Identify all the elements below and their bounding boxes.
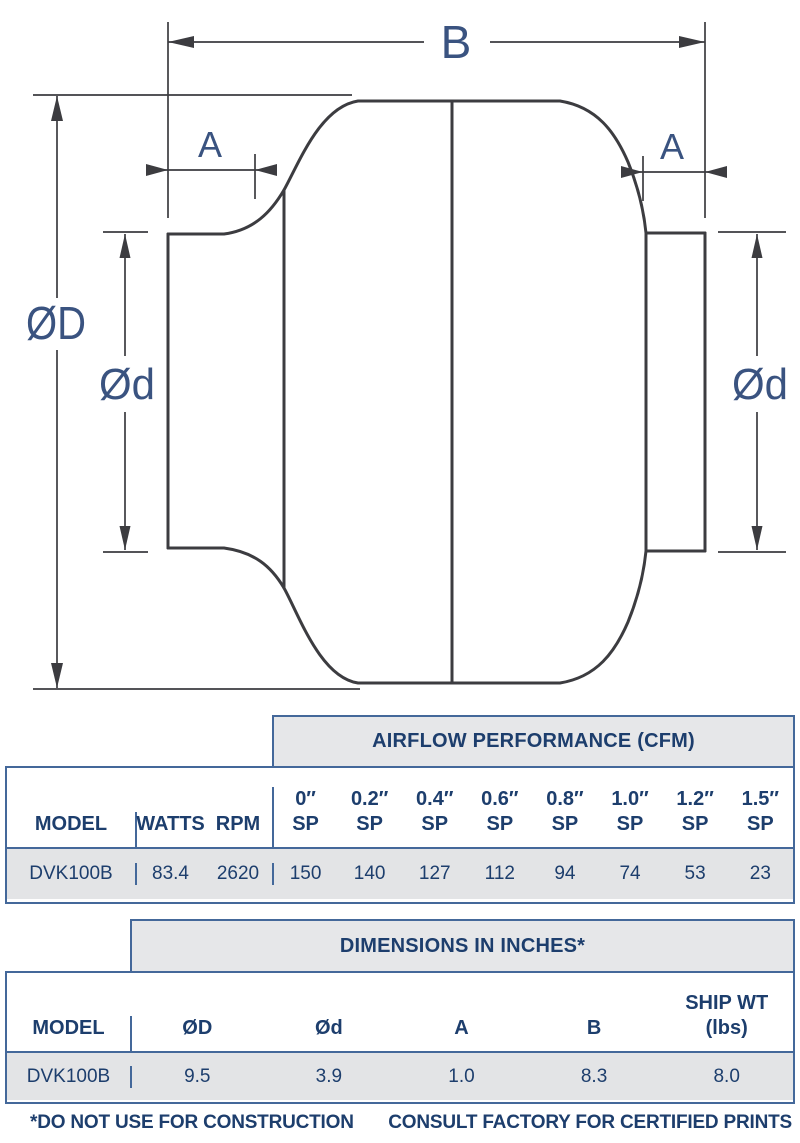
airflow-header-sp-3-unit: SP (486, 812, 514, 835)
airflow-header-sp-0-value: 0″ (295, 788, 316, 811)
dimensions-row-b-cell (528, 1066, 661, 1088)
airflow-header-watts-cell (135, 812, 204, 847)
airflow-row-cfm-5-cell (597, 863, 662, 885)
dimensions-row-od-small-cell (263, 1066, 396, 1088)
dimensions-header-a: A (454, 1016, 469, 1039)
dimensions-table-data-row (7, 1051, 793, 1100)
dimension-label-od-small-left: Ød (99, 360, 155, 409)
airflow-row-cfm-3: 112 (484, 863, 515, 884)
dimensions-header-model-cell (7, 1016, 130, 1051)
airflow-row-cfm-7: 23 (749, 863, 771, 884)
airflow-header-sp-7-cell (728, 787, 793, 847)
airflow-header-sp-0-unit: SP (292, 812, 319, 835)
dimensions-row-shipwt-cell (660, 1066, 793, 1088)
airflow-header-sp-1-unit: SP (356, 812, 383, 835)
dimensions-header-shipwt-cell (660, 991, 793, 1051)
od-small-right-arrow-bottom-icon (752, 526, 763, 550)
airflow-row-cfm-0: 150 (289, 863, 322, 884)
airflow-row-cfm-5: 74 (619, 863, 641, 884)
airflow-header-sp-5-cell (597, 787, 662, 847)
airflow-table-title-band (272, 715, 795, 768)
airflow-row-cfm-2-cell (402, 863, 467, 885)
dimensions-header-a-cell (395, 1016, 528, 1051)
airflow-row-watts: 83.4 (152, 863, 189, 884)
b-arrow-left-icon (168, 36, 194, 48)
airflow-header-sp-1-value: 0.2″ (350, 788, 389, 811)
airflow-header-sp-4-unit: SP (551, 812, 579, 835)
dimensions-header-b-cell (528, 1016, 661, 1051)
airflow-header-model-cell (7, 812, 135, 847)
od-arrow-top-icon (51, 96, 63, 121)
fan-body-outline (168, 101, 705, 683)
airflow-row-cfm-0-cell (272, 863, 337, 885)
dimensions-header-shipwt-line1: SHIP WT (685, 992, 769, 1015)
airflow-header-sp-1-cell (337, 787, 402, 847)
airflow-table-header-row (7, 768, 793, 847)
od-arrow-bottom-icon (51, 663, 63, 688)
dimension-lines (33, 22, 786, 689)
airflow-table (5, 766, 795, 904)
airflow-table-title: AIRFLOW PERFORMANCE (CFM) (372, 730, 695, 752)
dimension-arrowheads (51, 36, 763, 688)
dimensions-row-shipwt: 8.0 (713, 1065, 740, 1087)
od-small-left-arrow-top-icon (120, 234, 131, 258)
dimensions-header-od-small-cell (263, 1016, 396, 1051)
fan-body-lower-outline (168, 548, 705, 683)
airflow-header-rpm: RPM (215, 812, 261, 835)
airflow-header-watts: WATTS (136, 812, 205, 835)
dimensions-row-a: 1.0 (448, 1065, 475, 1087)
dimensions-header-model: MODEL (32, 1016, 105, 1039)
b-arrow-right-icon (679, 36, 705, 48)
airflow-header-rpm-cell (204, 812, 272, 847)
dimensions-row-model: DVK100B (26, 1065, 111, 1087)
airflow-header-sp-6-cell (663, 787, 728, 847)
dimension-label-a-right: A (659, 126, 685, 167)
airflow-header-sp-2-cell (402, 787, 467, 847)
airflow-header-model: MODEL (34, 812, 108, 835)
airflow-row-cfm-3-cell (467, 863, 532, 885)
dimension-label-od-small-right: Ød (732, 360, 788, 409)
airflow-row-watts-cell (135, 863, 204, 885)
a-right-arrow-outer-icon (705, 166, 727, 178)
airflow-header-sp-5-value: 1.0″ (611, 788, 649, 811)
airflow-row-cfm-6-cell (663, 863, 728, 885)
airflow-row-cfm-1: 140 (353, 863, 386, 884)
a-left-arrow-inner-icon (255, 164, 277, 176)
airflow-header-sp-7-unit: SP (746, 812, 774, 835)
dimensions-row-od-cell (130, 1066, 263, 1088)
od-small-left-arrow-bottom-icon (120, 526, 131, 550)
airflow-header-sp-7-value: 1.5″ (741, 788, 780, 811)
dimensions-row-a-cell (395, 1066, 528, 1088)
airflow-header-sp-4-cell (532, 787, 597, 847)
airflow-row-cfm-2: 127 (418, 863, 451, 884)
airflow-header-sp-2-unit: SP (421, 812, 449, 835)
airflow-row-rpm: 2620 (216, 863, 260, 884)
dimension-label-od: ØD (26, 297, 86, 349)
dimensions-header-b: B (586, 1016, 602, 1039)
footer-note-construction: *DO NOT USE FOR CONSTRUCTION (30, 1112, 354, 1133)
airflow-header-sp-5-unit: SP (616, 812, 644, 835)
od-small-right-arrow-top-icon (752, 234, 763, 258)
dimensions-header-od: ØD (182, 1016, 213, 1039)
airflow-row-model: DVK100B (29, 863, 113, 884)
airflow-header-sp-4-value: 0.8″ (546, 788, 584, 811)
airflow-header-sp-2-value: 0.4″ (416, 788, 454, 811)
airflow-header-sp-6-unit: SP (681, 812, 709, 835)
dimension-label-a-left: A (197, 124, 223, 165)
dimension-label-b: B (440, 16, 472, 68)
airflow-header-sp-6-value: 1.2″ (676, 788, 714, 811)
a-left-arrow-outer-icon (146, 164, 168, 176)
dimensions-row-model-cell (7, 1066, 130, 1088)
airflow-row-cfm-7-cell (728, 863, 793, 885)
dimensions-row-od: 9.5 (184, 1065, 211, 1087)
dimension-labels (26, 16, 788, 409)
dimensions-header-shipwt-line2: (lbs) (705, 1016, 748, 1039)
dimensions-table-title: DIMENSIONS IN INCHES* (339, 934, 586, 957)
airflow-row-rpm-cell (204, 863, 272, 885)
airflow-header-sp-3-cell (467, 787, 532, 847)
airflow-row-cfm-1-cell (337, 863, 402, 885)
airflow-row-model-cell (7, 863, 135, 885)
footer-note-certified-prints: CONSULT FACTORY FOR CERTIFIED PRINTS (388, 1112, 792, 1133)
airflow-row-cfm-6: 53 (684, 863, 706, 884)
airflow-table-data-row (7, 847, 793, 899)
footer-notes (30, 1112, 792, 1134)
airflow-row-cfm-4: 94 (554, 863, 576, 884)
airflow-row-cfm-4-cell (532, 863, 597, 885)
dimensions-header-od-cell (130, 1016, 263, 1051)
airflow-header-sp-0-cell (272, 787, 337, 847)
dimensions-table-title-band (130, 919, 795, 973)
dimensions-row-b: 8.3 (580, 1065, 608, 1087)
dimensions-table-header-row (7, 973, 793, 1051)
dimensions-table (5, 971, 795, 1104)
dimensions-row-od-small: 3.9 (315, 1065, 343, 1087)
dimensions-header-od-small: Ød (315, 1016, 343, 1039)
airflow-header-sp-3-value: 0.6″ (481, 788, 519, 811)
